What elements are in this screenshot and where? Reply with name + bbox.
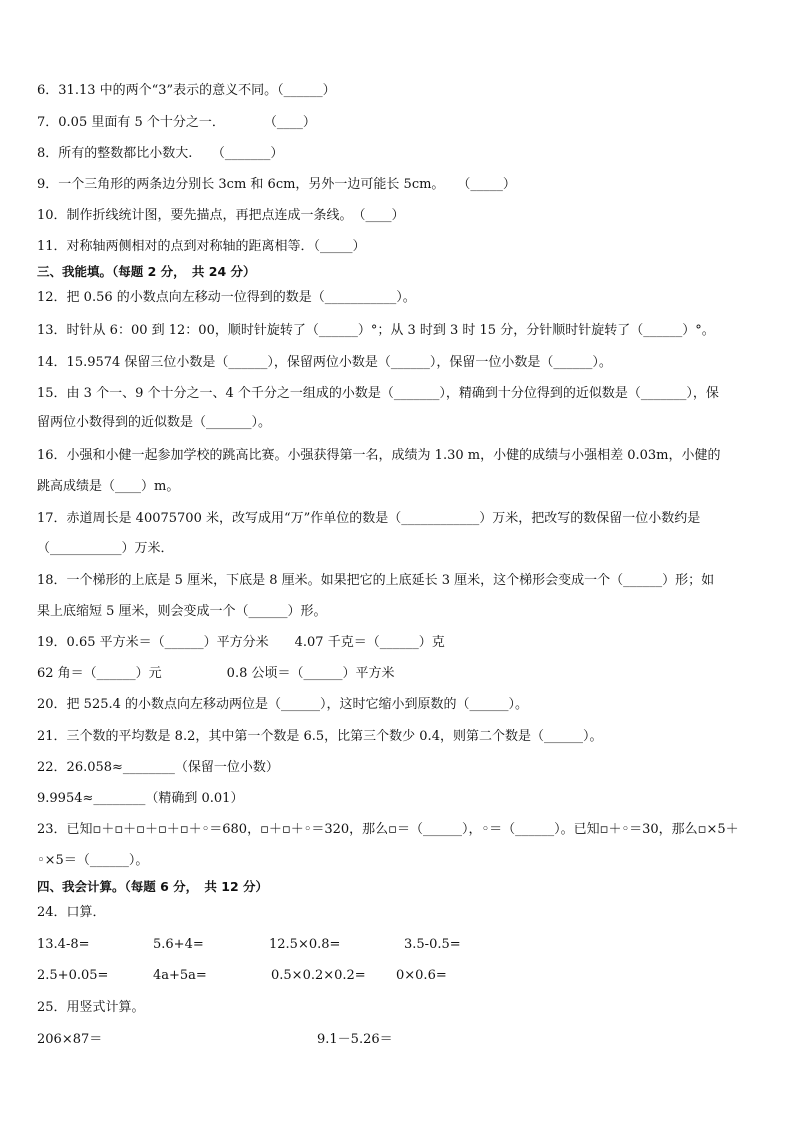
question-11: 11．对称轴两侧相对的点到对称轴的距离相等．（_____） xyxy=(37,239,366,254)
question-25: 25．用竖式计算。 xyxy=(37,1000,145,1015)
question-9: 9．一个三角形的两条边分别长 3cm 和 6cm，另外一边可能长 5cm。 （_____） xyxy=(37,177,516,192)
question-12: 12．把 0.56 的小数点向左移动一位得到的数是（___________）。 xyxy=(37,290,416,305)
question-6: 6．31.13 中的两个“3”表示的意义不同。（______） xyxy=(37,83,336,98)
question-15-line1: 15．由 3 个一、9 个十分之一、4 个千分之一组成的小数是（_______），精确到十分位得到的近似数是（_______），保 xyxy=(37,386,719,401)
question-8: 8．所有的整数都比小数大. （_______） xyxy=(37,146,284,161)
oral-calc-6: 4a+5a= xyxy=(153,968,207,983)
question-20: 20．把 525.4 的小数点向左移动两位是（______），这时它缩小到原数的（______）。 xyxy=(37,697,529,712)
question-18-line2: 果上底缩短 5 厘米，则会变成一个（______）形。 xyxy=(37,604,327,619)
question-24: 24．口算． xyxy=(37,905,106,920)
question-23-line1: 23．已知▫＋▫＋▫＋▫＋▫＋◦＝680，▫＋▫＋◦＝320，那么▫＝（______），◦＝（______）。已知▫＋◦＝30，那么▫×5＋ xyxy=(37,822,739,837)
question-17-line1: 17．赤道周长是 40075700 米，改写成用“万”作单位的数是（____________）万米，把改写的数保留一位小数约是 xyxy=(37,511,701,526)
oral-calc-4: 3.5-0.5= xyxy=(404,937,461,952)
oral-calc-7: 0.5×0.2×0.2= xyxy=(271,968,366,983)
oral-calc-3: 12.5×0.8= xyxy=(269,937,341,952)
oral-calc-2: 5.6+4= xyxy=(153,937,204,952)
question-14: 14．15.9574 保留三位小数是（______），保留两位小数是（______），保留一位小数是（______）。 xyxy=(37,355,612,370)
vertical-calc-1: 206×87＝ xyxy=(37,1032,103,1047)
section-4-heading: 四、我会计算。（每题 6 分， 共 12 分） xyxy=(37,879,269,894)
question-23-line2: ◦×5＝（______）。 xyxy=(37,853,149,868)
question-17-line2: （___________）万米． xyxy=(37,541,174,556)
question-18-line1: 18．一个梯形的上底是 5 厘米，下底是 8 厘米。如果把它的上底延长 3 厘米，这个梯形会变成一个（______）形；如 xyxy=(37,573,715,588)
question-16-line1: 16．小强和小健一起参加学校的跳高比赛。小强获得第一名，成绩为 1.30 m，小健的成绩与小强相差 0.03m，小健的 xyxy=(37,448,721,463)
question-16-line2: 跳高成绩是（____）m。 xyxy=(37,479,180,494)
question-21: 21．三个数的平均数是 8.2，其中第一个数是 6.5，比第三个数少 0.4，则第二个数是（______）。 xyxy=(37,729,603,744)
question-13: 13．时针从 6：00 到 12：00，顺时针旋转了（______）°；从 3 时到 3 时 15 分，分针顺时针旋转了（______）°。 xyxy=(37,323,715,338)
section-3-heading: 三、我能填。（每题 2 分， 共 24 分） xyxy=(37,264,256,279)
vertical-calc-2: 9.1－5.26＝ xyxy=(317,1032,393,1047)
question-19-line1: 19．0.65 平方米＝（______）平方分米 4.07 千克＝（______）克 xyxy=(37,635,445,650)
question-22-line1: 22．26.058≈________（保留一位小数） xyxy=(37,760,279,775)
question-22-line2: 9.9954≈________（精确到 0.01） xyxy=(37,791,244,806)
oral-calc-8: 0×0.6= xyxy=(396,968,447,983)
question-19-line2: 62 角＝（______）元 0.8 公顷＝（______）平方米 xyxy=(37,666,395,681)
oral-calc-5: 2.5+0.05= xyxy=(37,968,109,983)
oral-calc-1: 13.4-8= xyxy=(37,937,90,952)
question-10: 10．制作折线统计图，要先描点，再把点连成一条线。 （____） xyxy=(37,208,405,223)
question-15-line2: 留两位小数得到的近似数是（_______）。 xyxy=(37,415,272,430)
question-7: 7．0.05 里面有 5 个十分之一． （____） xyxy=(37,115,316,130)
